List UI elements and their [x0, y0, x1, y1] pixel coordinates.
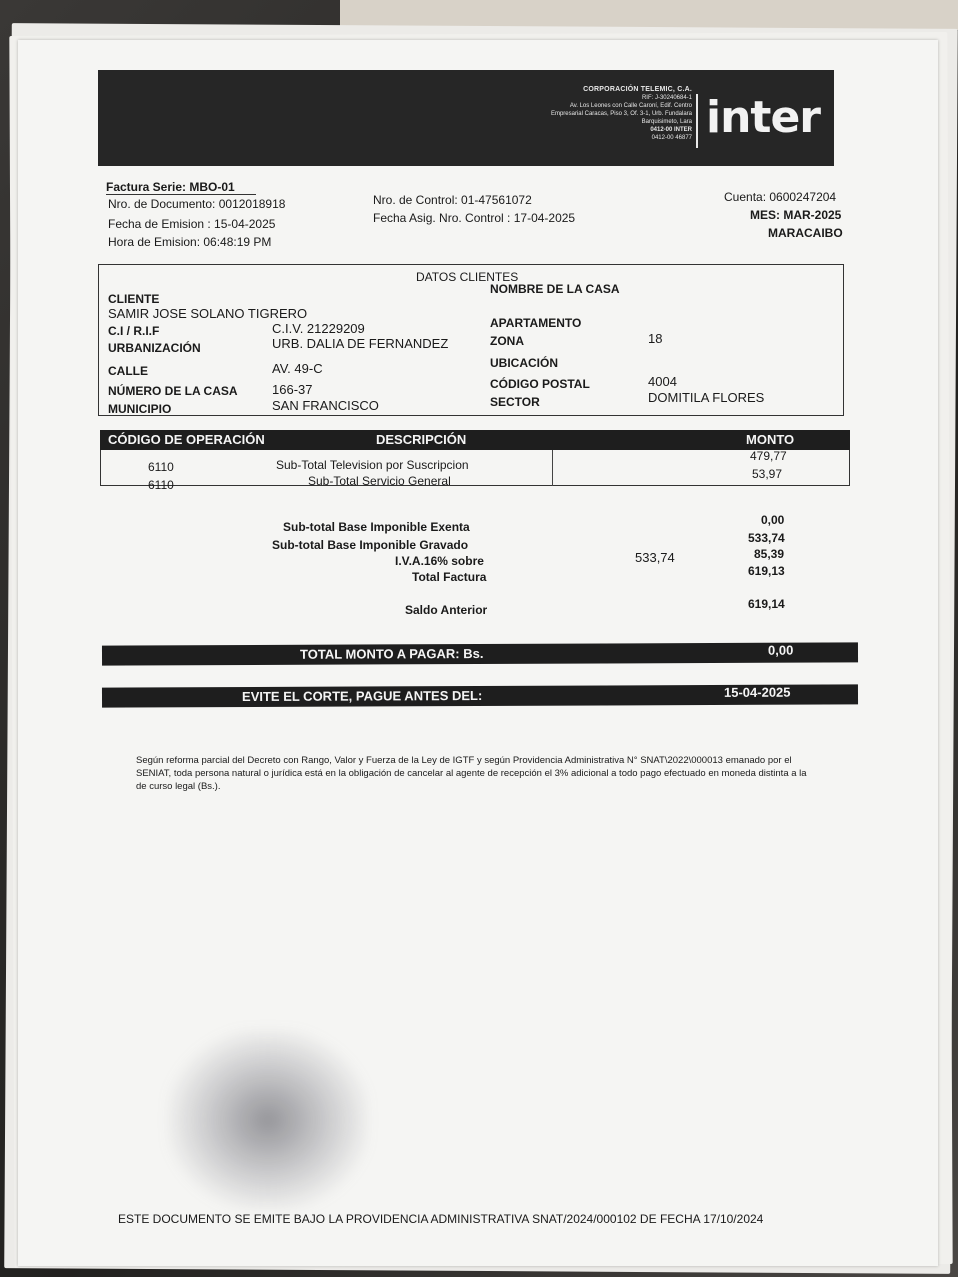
ciudad: MARACAIBO [768, 226, 843, 240]
company-address-line: Av. Los Leones con Calle Caroní, Edif. Centro [569, 103, 692, 109]
table-cell-monto: 53,97 [752, 467, 783, 481]
total-pagar-label: TOTAL MONTO A PAGAR: Bs. [299, 645, 484, 662]
saldo-anterior-value: 619,14 [748, 597, 785, 611]
fecha-emision: Fecha de Emision : 15-04-2025 [108, 217, 276, 231]
redacted-stamp [168, 1030, 368, 1210]
label-nombre-casa: NOMBRE DE LA CASA [490, 282, 620, 296]
table-cell-descripcion: Sub-Total Television por Suscripcion [276, 458, 469, 472]
divider [106, 194, 256, 195]
saldo-anterior-label: Saldo Anterior [405, 603, 488, 617]
invoice-page [18, 40, 938, 1266]
header-monto: MONTO [746, 432, 795, 447]
label-sector: SECTOR [490, 395, 540, 409]
gravado-value: 533,74 [748, 531, 785, 545]
cliente-nombre: SAMIR JOSE SOLANO TIGRERO [108, 306, 308, 321]
company-rif: RIF: J-30240684-1 [641, 95, 692, 101]
calle-value: AV. 49-C [272, 361, 323, 376]
label-apartamento: APARTAMENTO [490, 316, 582, 330]
table-cell-descripcion: Sub-Total Servicio General [308, 474, 451, 488]
nro-documento: Nro. de Documento: 0012018918 [108, 197, 286, 211]
label-municipio: MUNICIPIO [108, 402, 172, 416]
sector-value: DOMITILA FLORES [648, 390, 765, 405]
iva-base: 533,74 [635, 550, 675, 565]
label-codigo-postal: CÓDIGO POSTAL [490, 377, 590, 391]
corte-date: 15-04-2025 [723, 684, 791, 700]
label-numero-casa: NÚMERO DE LA CASA [108, 384, 238, 398]
column-divider [552, 450, 553, 486]
table-cell-monto: 479,77 [750, 449, 787, 463]
total-factura-label: Total Factura [412, 570, 487, 584]
company-name: CORPORACIÓN TELEMIC, C.A. [583, 86, 692, 93]
label-cliente: CLIENTE [108, 292, 160, 306]
label-ubicacion: UBICACIÓN [490, 356, 558, 370]
zona-value: 18 [648, 331, 663, 346]
company-info [492, 86, 692, 142]
municipio-value: SAN FRANCISCO [272, 398, 379, 413]
gravado-label: Sub-total Base Imponible Gravado [272, 538, 469, 552]
operations-header [100, 430, 850, 450]
hora-emision: Hora de Emision: 06:48:19 PM [108, 235, 272, 249]
label-ci-rif: C.I / R.I.F [108, 324, 160, 338]
corte-bar [102, 684, 858, 707]
section-title: DATOS CLIENTES [416, 270, 519, 284]
label-zona: ZONA [490, 334, 524, 348]
fecha-asig-control: Fecha Asig. Nro. Control : 17-04-2025 [373, 211, 576, 225]
exenta-value: 0,00 [761, 513, 785, 527]
urbanizacion-value: URB. DALIA DE FERNANDEZ [272, 336, 449, 351]
cuenta: Cuenta: 0600247204 [724, 190, 837, 204]
mes: MES: MAR-2025 [750, 208, 842, 222]
factura-serie: Factura Serie: MBO-01 [106, 180, 235, 194]
exenta-label: Sub-total Base Imponible Exenta [283, 520, 470, 534]
total-pagar-bar [102, 642, 858, 665]
igtf-notice: Según reforma parcial del Decreto con Rango, Valor y Fuerza de la Ley de IGTF y según Providencia Administrativa N° SNAT\2022\000013 emanado por el SENIAT, toda persona natural o jurídica está en la obligación de cancelar al agente de recepción el 3% adicional a todo pago efectuado en moneda distinta a la de curso legal (Bs.). [136, 755, 807, 792]
iva-label: I.V.A.16% sobre [395, 554, 484, 568]
total-factura-value: 619,13 [748, 564, 785, 578]
ci-rif-value: C.I.V. 21229209 [272, 321, 365, 336]
table-cell-codigo: 6110 [148, 460, 174, 474]
table-cell-codigo: 6110 [148, 478, 174, 492]
label-calle: CALLE [108, 364, 148, 378]
label-urbanizacion: URBANIZACIÓN [108, 341, 201, 355]
logo-divider [696, 94, 698, 148]
corte-label: EVITE EL CORTE, PAGUE ANTES DEL: [241, 687, 483, 705]
total-pagar-value: 0,00 [767, 642, 794, 658]
header-descripcion: DESCRIPCIÓN [376, 432, 467, 447]
numero-casa-value: 166-37 [272, 382, 313, 397]
company-phone: 0412-00 INTER [650, 127, 692, 133]
nro-control: Nro. de Control: 01-47561072 [373, 193, 532, 207]
operations-body [100, 450, 850, 486]
inter-logo: inter [706, 92, 820, 143]
iva-value: 85,39 [754, 547, 785, 561]
footer-legal: ESTE DOCUMENTO SE EMITE BAJO LA PROVIDENCIA ADMINISTRATIVA SNAT/2024/000102 DE FECHA 17/10/2024 [118, 1212, 764, 1226]
company-phone: 0412-00 46877 [651, 135, 692, 141]
codigo-postal-value: 4004 [648, 374, 677, 389]
company-address-line: Empresarial Caracas, Piso 3, Of. 3-1, Urb. Fundalara [550, 111, 692, 117]
header-codigo: CÓDIGO DE OPERACIÓN [108, 432, 265, 447]
company-address-line: Barquisimeto, Lara [641, 119, 692, 125]
header-band [98, 70, 834, 166]
